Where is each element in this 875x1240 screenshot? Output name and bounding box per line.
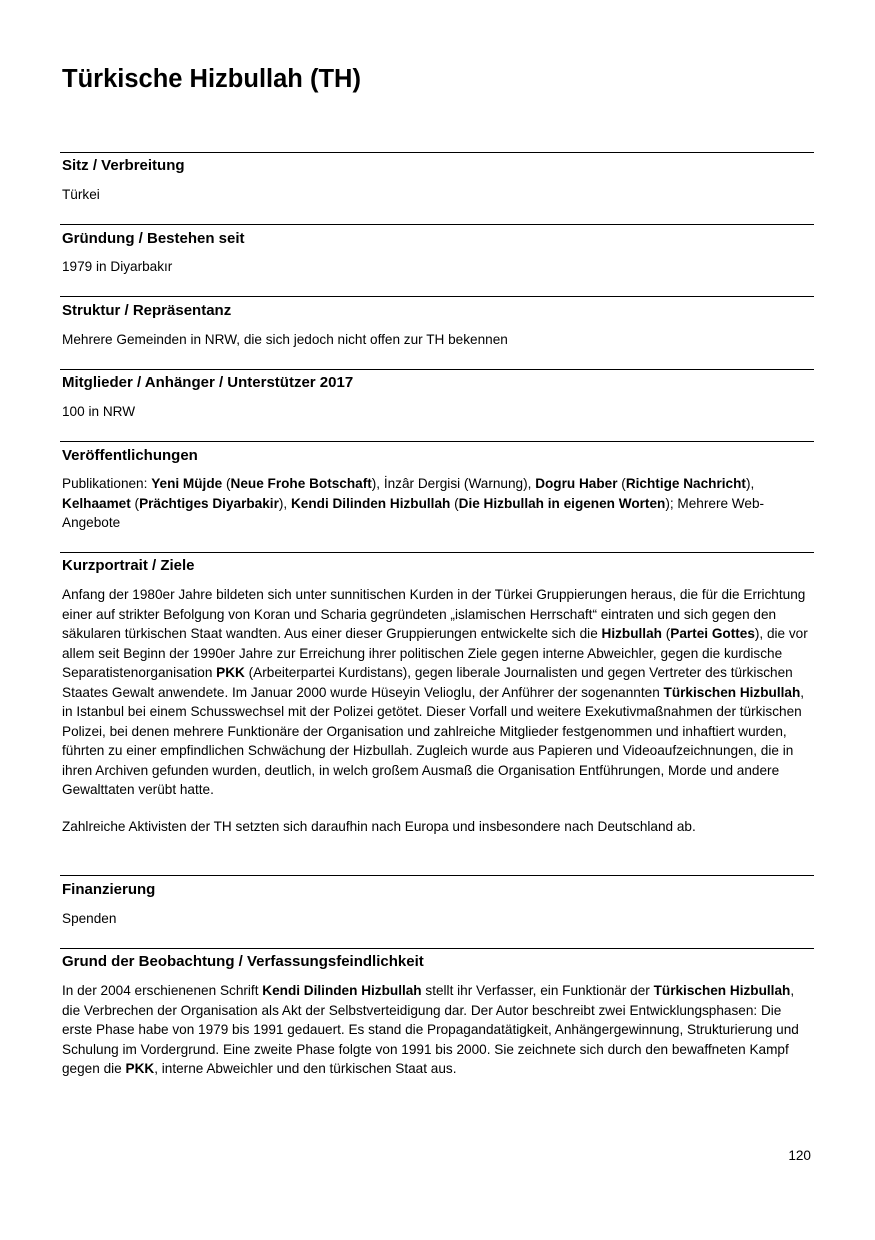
text-run: ), İnzâr Dergisi (Warnung), — [371, 476, 536, 491]
section-heading-struktur: Struktur / Repräsentanz — [62, 302, 232, 319]
section-body-kurzportrait — [62, 585, 814, 836]
text-run: 100 in NRW — [62, 404, 136, 419]
bold-text: Yeni Müjde — [151, 476, 223, 491]
bold-text: Prächtiges Diyarbakir — [139, 495, 279, 511]
section-body-grund — [62, 981, 814, 1079]
paragraph — [62, 909, 814, 929]
text-run: Spenden — [62, 911, 117, 926]
paragraph — [62, 185, 814, 205]
bold-text: Kendi Dilinden Hizbullah — [262, 983, 422, 998]
text-run: ( — [617, 476, 626, 491]
text-run: Publikationen: — [62, 476, 152, 491]
bold-text: Neue Frohe Botschaft — [230, 476, 372, 491]
text-run: stellt ihr Verfasser, ein Funktionär der — [421, 983, 654, 998]
section-divider — [60, 369, 814, 370]
bold-text: Partei Gottes — [670, 626, 755, 641]
section-body-sitz — [62, 185, 814, 205]
paragraph — [62, 402, 814, 422]
bold-text: Kendi Dilinden Hizbullah — [290, 495, 451, 511]
text-run: Anfang der 1980er Jahre bildeten sich unter sunnitischen Kurden in der Türkei Gruppierungen heraus, die für die Errichtung einer auf strikter Befolgung von Koran und Scharia gegründeten „islamischen Herrschaft“ eintraten und sich gegen den säkularen türkischen Staat wandten. Aus einer dieser Gruppierungen entwickelte sich die — [62, 587, 806, 641]
paragraph — [62, 981, 814, 1079]
text-run: ), — [745, 476, 755, 491]
section-divider — [60, 224, 814, 225]
text-run: ), die vor allem seit Beginn der 1990er Jahre zur Erreichung ihrer politischen Ziele gegen interne Abweichler, gegen die kurdische Separatistenorganisation — [62, 626, 808, 680]
section-divider — [60, 875, 814, 876]
section-divider — [60, 552, 814, 553]
bold-text: PKK — [216, 665, 245, 680]
section-divider — [60, 152, 814, 153]
text-run: ( — [130, 495, 140, 511]
text-run: , die Verbrechen der Organisation als Akt der Selbstverteidigung dar. Der Autor beschreibt zwei Entwicklungsphasen: Die erste Phase habe von 1979 bis 1991 gedauert. Es stand die Propagandatätigkeit, Anhängergewinnung, Strukturierung und Schulung im Vordergrund. Eine zweite Phase folgte von 1991 bis 2000. Sie zeichnete sich durch den bewaffneten Kampf gegen die — [62, 983, 799, 1076]
section-divider — [60, 441, 814, 442]
section-heading-veroeffentlichungen: Veröffentlichungen — [62, 447, 198, 464]
section-body-veroeffentlichungen — [62, 474, 814, 533]
bold-text: Türkischen Hizbullah — [663, 684, 801, 700]
text-run: Mehrere Gemeinden in NRW, die sich jedoch nicht offen zur TH bekennen — [62, 332, 508, 347]
text-run: ( — [450, 495, 459, 511]
page-title: Türkische Hizbullah (TH) — [62, 65, 361, 93]
bold-text: Hizbullah — [601, 626, 662, 641]
bold-text: PKK — [125, 1061, 155, 1076]
section-heading-gruendung: Gründung / Bestehen seit — [62, 230, 245, 247]
section-body-finanzierung — [62, 909, 814, 929]
text-run: ( — [661, 626, 671, 641]
text-run: In der 2004 erschienenen Schrift — [62, 983, 263, 998]
section-heading-sitz: Sitz / Verbreitung — [62, 157, 185, 174]
section-heading-finanzierung: Finanzierung — [62, 881, 156, 898]
section-divider — [60, 296, 814, 297]
text-run: (Arbeiterpartei Kurdistans), gegen liberale Journalisten und gegen Vertreter des türkischen Staates Gewalt anwendete. Im Januar 2000 wurde Hüseyin Velioglu, der Anführer der sogenannten — [62, 665, 793, 700]
section-body-mitglieder — [62, 402, 814, 422]
paragraph — [62, 585, 814, 800]
bold-text: Kelhaamet — [62, 495, 131, 511]
section-heading-kurzportrait: Kurzportrait / Ziele — [62, 557, 195, 574]
paragraph — [62, 330, 814, 350]
bold-text: Die Hizbullah in eigenen Worten — [458, 495, 666, 511]
text-run: , interne Abweichler und den türkischen Staat aus. — [154, 1061, 457, 1076]
text-run: ( — [222, 476, 231, 491]
bold-text: Richtige Nachricht — [625, 476, 746, 491]
section-body-gruendung — [62, 257, 814, 277]
section-body-struktur — [62, 330, 814, 350]
text-run: 1979 in Diyarbakır — [62, 259, 173, 274]
text-run: ); Mehrere Web-Angebote — [62, 495, 765, 530]
text-run: Zahlreiche Aktivisten der TH setzten sich daraufhin nach Europa und insbesondere nach Deutschland ab. — [62, 818, 696, 834]
paragraph — [62, 257, 814, 277]
paragraph — [62, 474, 814, 533]
bold-text: Dogru Haber — [535, 476, 618, 491]
text-run: ), — [278, 495, 291, 511]
section-heading-grund: Grund der Beobachtung / Verfassungsfeindlichkeit — [62, 953, 424, 970]
page-number: 120 — [788, 1148, 811, 1163]
bold-text: Türkischen Hizbullah — [653, 983, 791, 998]
text-run: , in Istanbul bei einem Schusswechsel mit der Polizei getötet. Dieser Vorfall und weitere Exekutivmaßnahmen der türkischen Polizei, bei denen mehrere Funktionäre der Organisation und zahlreiche Mitglieder festgenommen und inhaftiert wurden, führten zu einer empfindlichen Schwächung der Hizbullah. Zugleich wurde aus Papieren und Videoaufzeichnungen, die in ihren Archiven gefunden wurden, deutlich, in welch großem Ausmaß die Organisation Entführungen, Morde und andere Gewalttaten verübt hatte. — [62, 684, 805, 797]
section-divider — [60, 948, 814, 949]
text-run: Türkei — [62, 187, 100, 202]
section-heading-mitglieder: Mitglieder / Anhänger / Unterstützer 2017 — [62, 374, 354, 391]
paragraph — [62, 817, 814, 837]
